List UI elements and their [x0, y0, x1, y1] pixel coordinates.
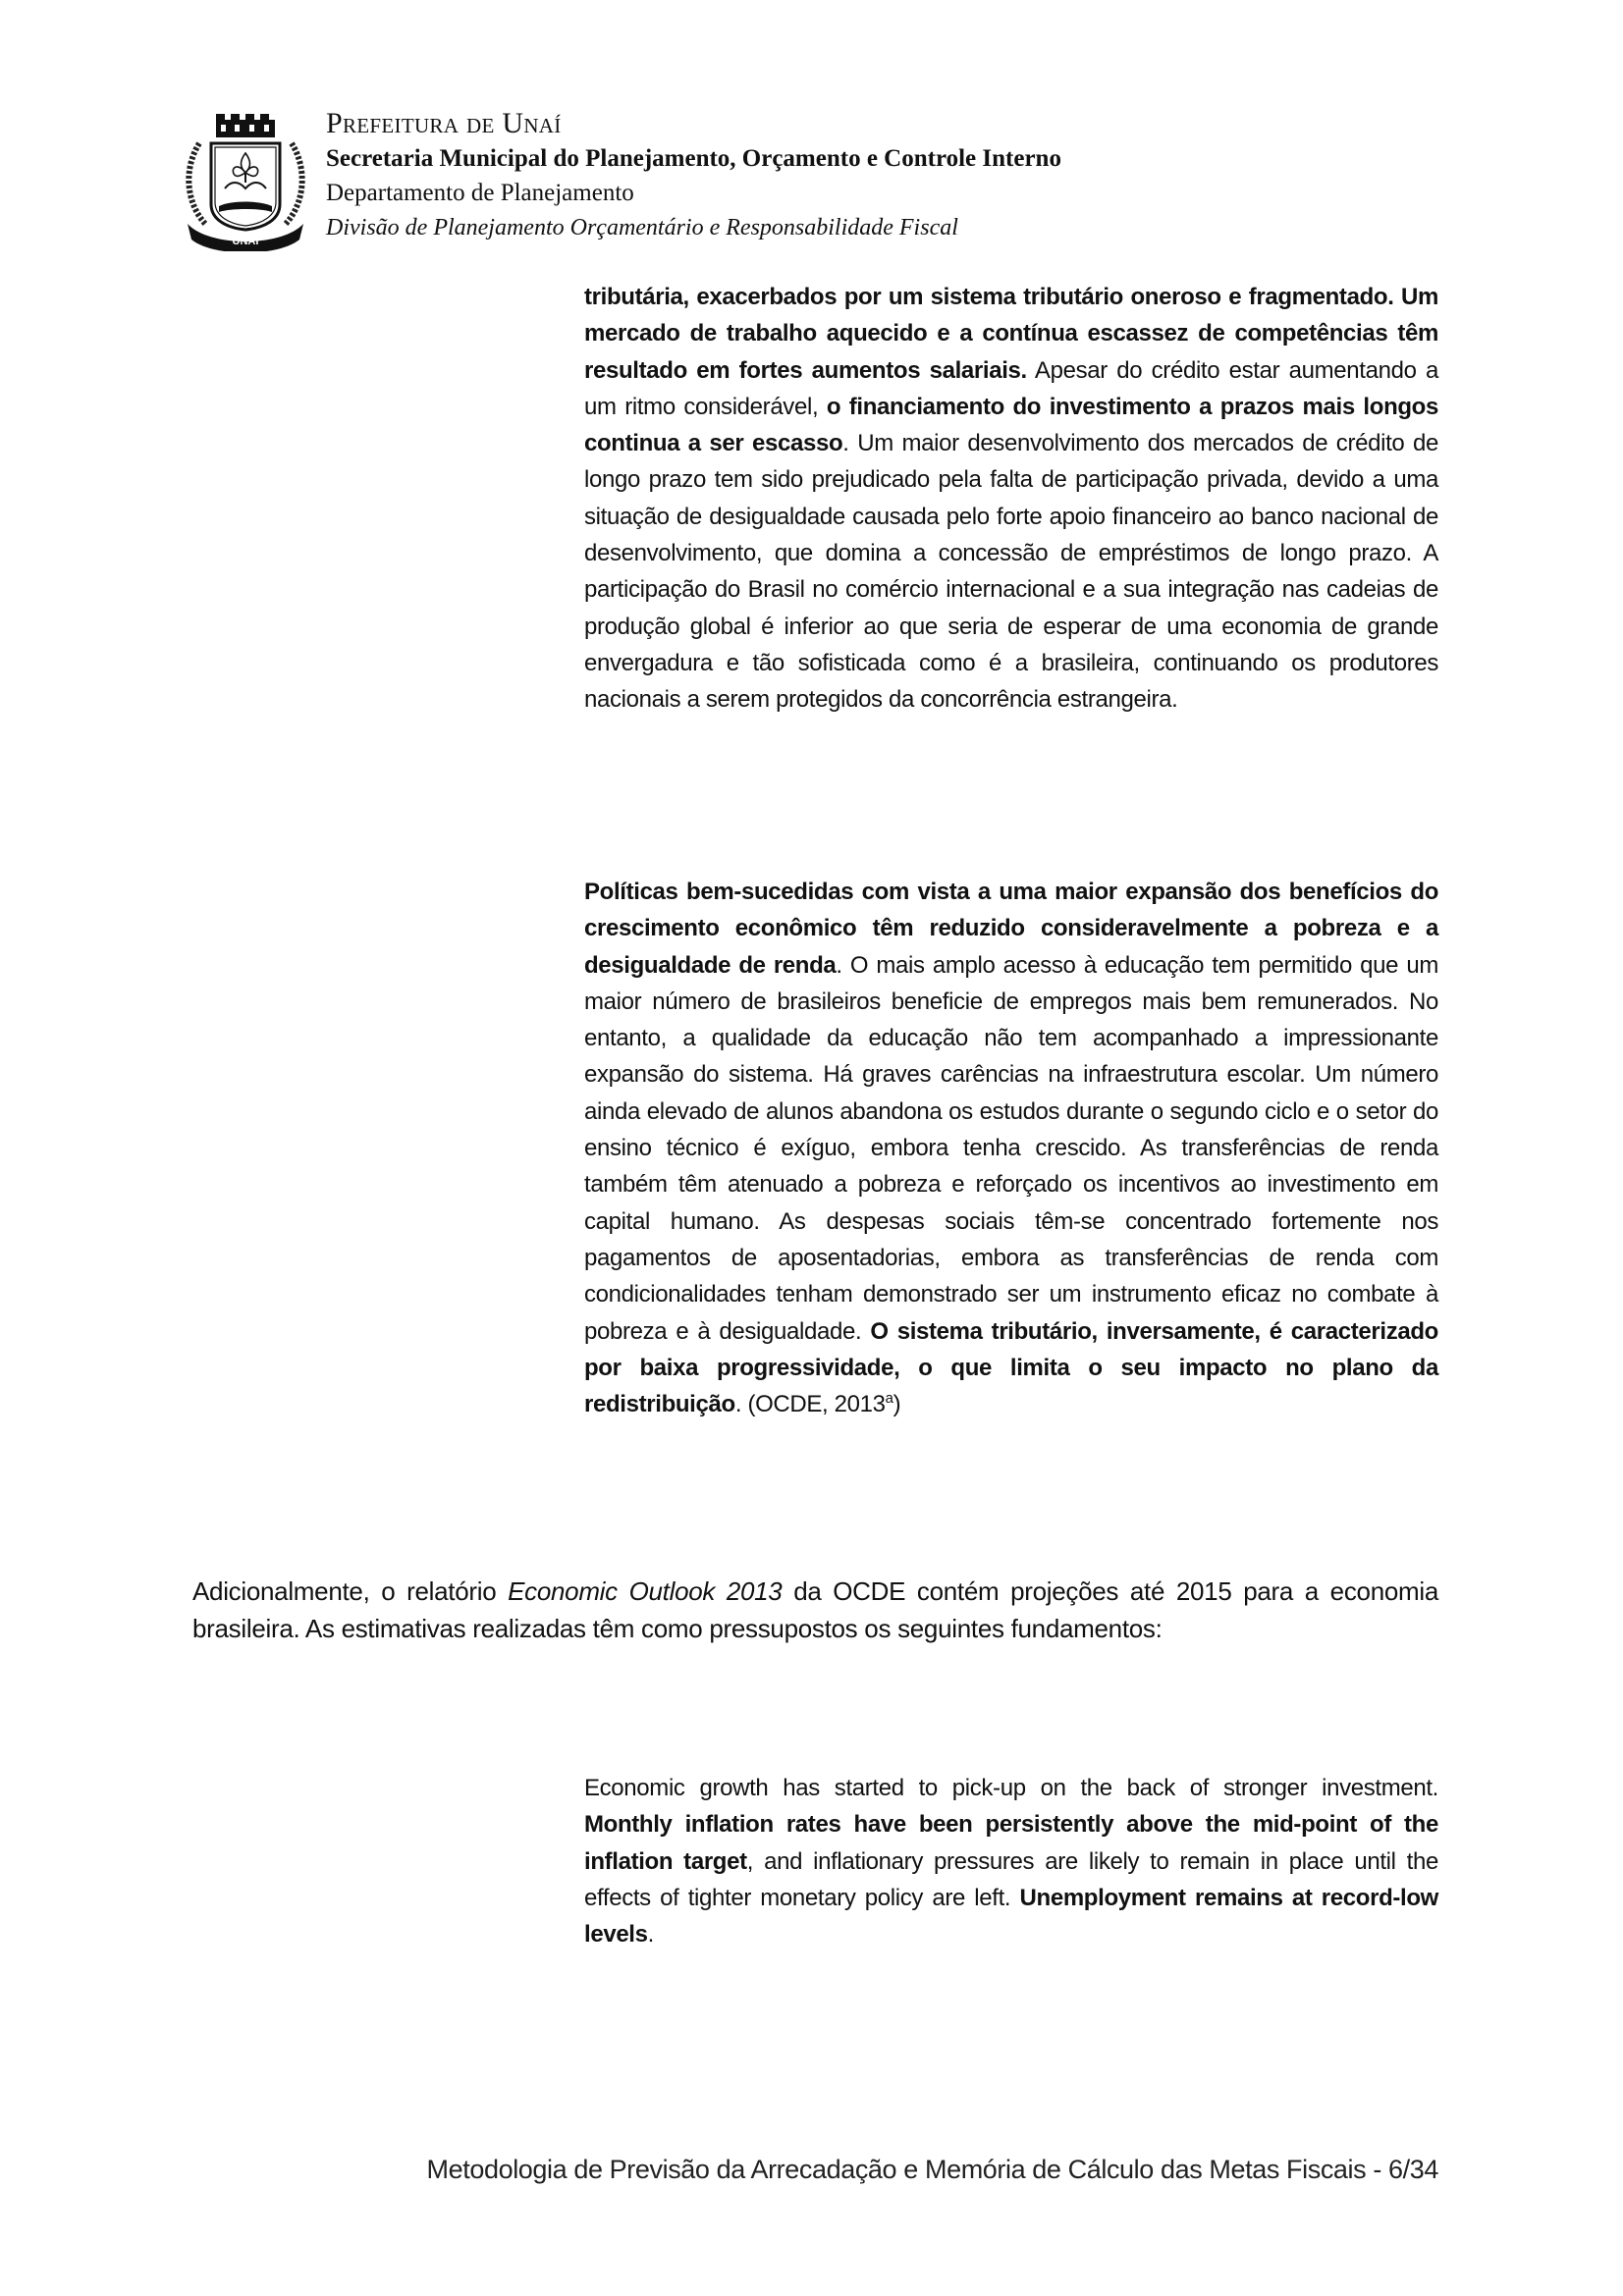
page-footer — [260, 2150, 1438, 2189]
quote-bold-text: O sistema tributário, inversamente, é caracterizado por baixa progressividade, o que limita o seu impacto no plano da redistribuição — [584, 1317, 1438, 1418]
quote-text: , and inflationary pressures are likely to remain in place until the effects of tighter monetary policy are left. — [584, 1847, 1438, 1911]
letterhead — [180, 106, 1260, 253]
quote-bold-text: Políticas bem-sucedidas com vista a uma maior expansão dos benefícios do crescimento econômico têm reduzido consideravelmente a pobreza e a desigualdade de renda — [584, 879, 1438, 979]
paragraph-text: Adicionalmente, o relatório — [192, 1576, 509, 1606]
quote-bold-text: o financiamento do investimento a prazos mais longos continua a ser escasso — [584, 393, 1438, 457]
quote-bold-text: tributária, exacerbados por um sistema tributário oneroso e fragmentado. Um mercado de trabalho aquecido e a contínua escassez de competências têm resultado em fortes aumentos salariais. — [584, 284, 1438, 384]
department-name: Departamento de Planejamento — [326, 180, 634, 206]
quote-text: Economic growth has started to pick-up on the back of stronger investment. — [584, 1775, 1438, 1801]
letterhead-text — [326, 106, 1061, 245]
coat-of-arms-icon — [180, 114, 311, 251]
secretariat-name: Secretaria Municipal do Planejamento, Orçamento e Controle Interno — [326, 145, 1061, 172]
quote-text: . Um maior desenvolvimento dos mercados de crédito de longo prazo tem sido prejudicado pela falta de participação privada, devido a uma situação de desigualdade causada pelo forte apoio financeiro ao banco nacional de desenvolvimento, que domina a concessão de empréstimos de longo prazo. A participação do Brasil no comércio internacional e a sua integração nas cadeias de produção global é inferior ao que seria de esperar de uma economia de grande envergadura e tão sofisticada como é a brasileira, continuando os produtores nacionais a serem protegidos da concorrência estrangeira. — [584, 430, 1438, 714]
body-paragraph — [192, 1573, 1438, 1647]
quote-text: . O mais amplo acesso à educação tem permitido que um maior número de brasileiros beneficie de empregos mais bem remunerados. No entanto, a qualidade da educação não tem acompanhado a impressionante expansão do sistema. Há graves carências na infraestrutura escolar. Um número ainda elevado de alunos abandona os estudos durante o segundo ciclo e o setor do ensino técnico é exíguo, embora tenha crescido. As transferências de renda também têm atenuado a pobreza e reforçado os incentivos ao investimento em capital humano. As despesas sociais têm-se concentrado fortemente nos pagamentos de aposentadorias, embora as transferências de renda com condicionalidades tenham demonstrado ser um instrumento eficaz no combate à pobreza e à desigualdade. — [584, 951, 1438, 1345]
quote-bold-text: Monthly inflation rates have been persistently above the mid-point of the inflation target — [584, 1811, 1438, 1875]
citation: . (OCDE, 2013 — [734, 1391, 886, 1418]
block-quote-economic-outlook — [584, 1770, 1438, 1952]
report-title: Economic Outlook 2013 — [508, 1576, 783, 1606]
quote-bold-text: Unemployment remains at record-low levels — [584, 1884, 1438, 1949]
emblem-ribbon-text: UNAÍ — [232, 236, 259, 247]
municipality-title: Prefeitura de Unaí — [326, 107, 562, 139]
page-number: 6/34 — [1388, 2155, 1438, 2184]
footer-document-title: Metodologia de Previsão da Arrecadação e Memória de Cálculo das Metas Fiscais - — [426, 2155, 1389, 2184]
paragraph-text: da OCDE contém projeções até 2015 para a economia brasileira. As estimativas realizadas têm como pressupostos os seguintes fundamentos: — [192, 1576, 1439, 1643]
citation-superscript: a — [885, 1391, 893, 1408]
block-quote-oecd-1 — [584, 279, 1438, 719]
quote-text: . — [647, 1921, 654, 1949]
block-quote-oecd-2 — [584, 874, 1438, 1422]
division-name: Divisão de Planejamento Orçamentário e Responsabilidade Fiscal — [326, 215, 958, 240]
citation-close: ) — [893, 1391, 901, 1418]
quote-text: Apesar do crédito estar aumentando a um ritmo considerável, — [584, 356, 1438, 420]
